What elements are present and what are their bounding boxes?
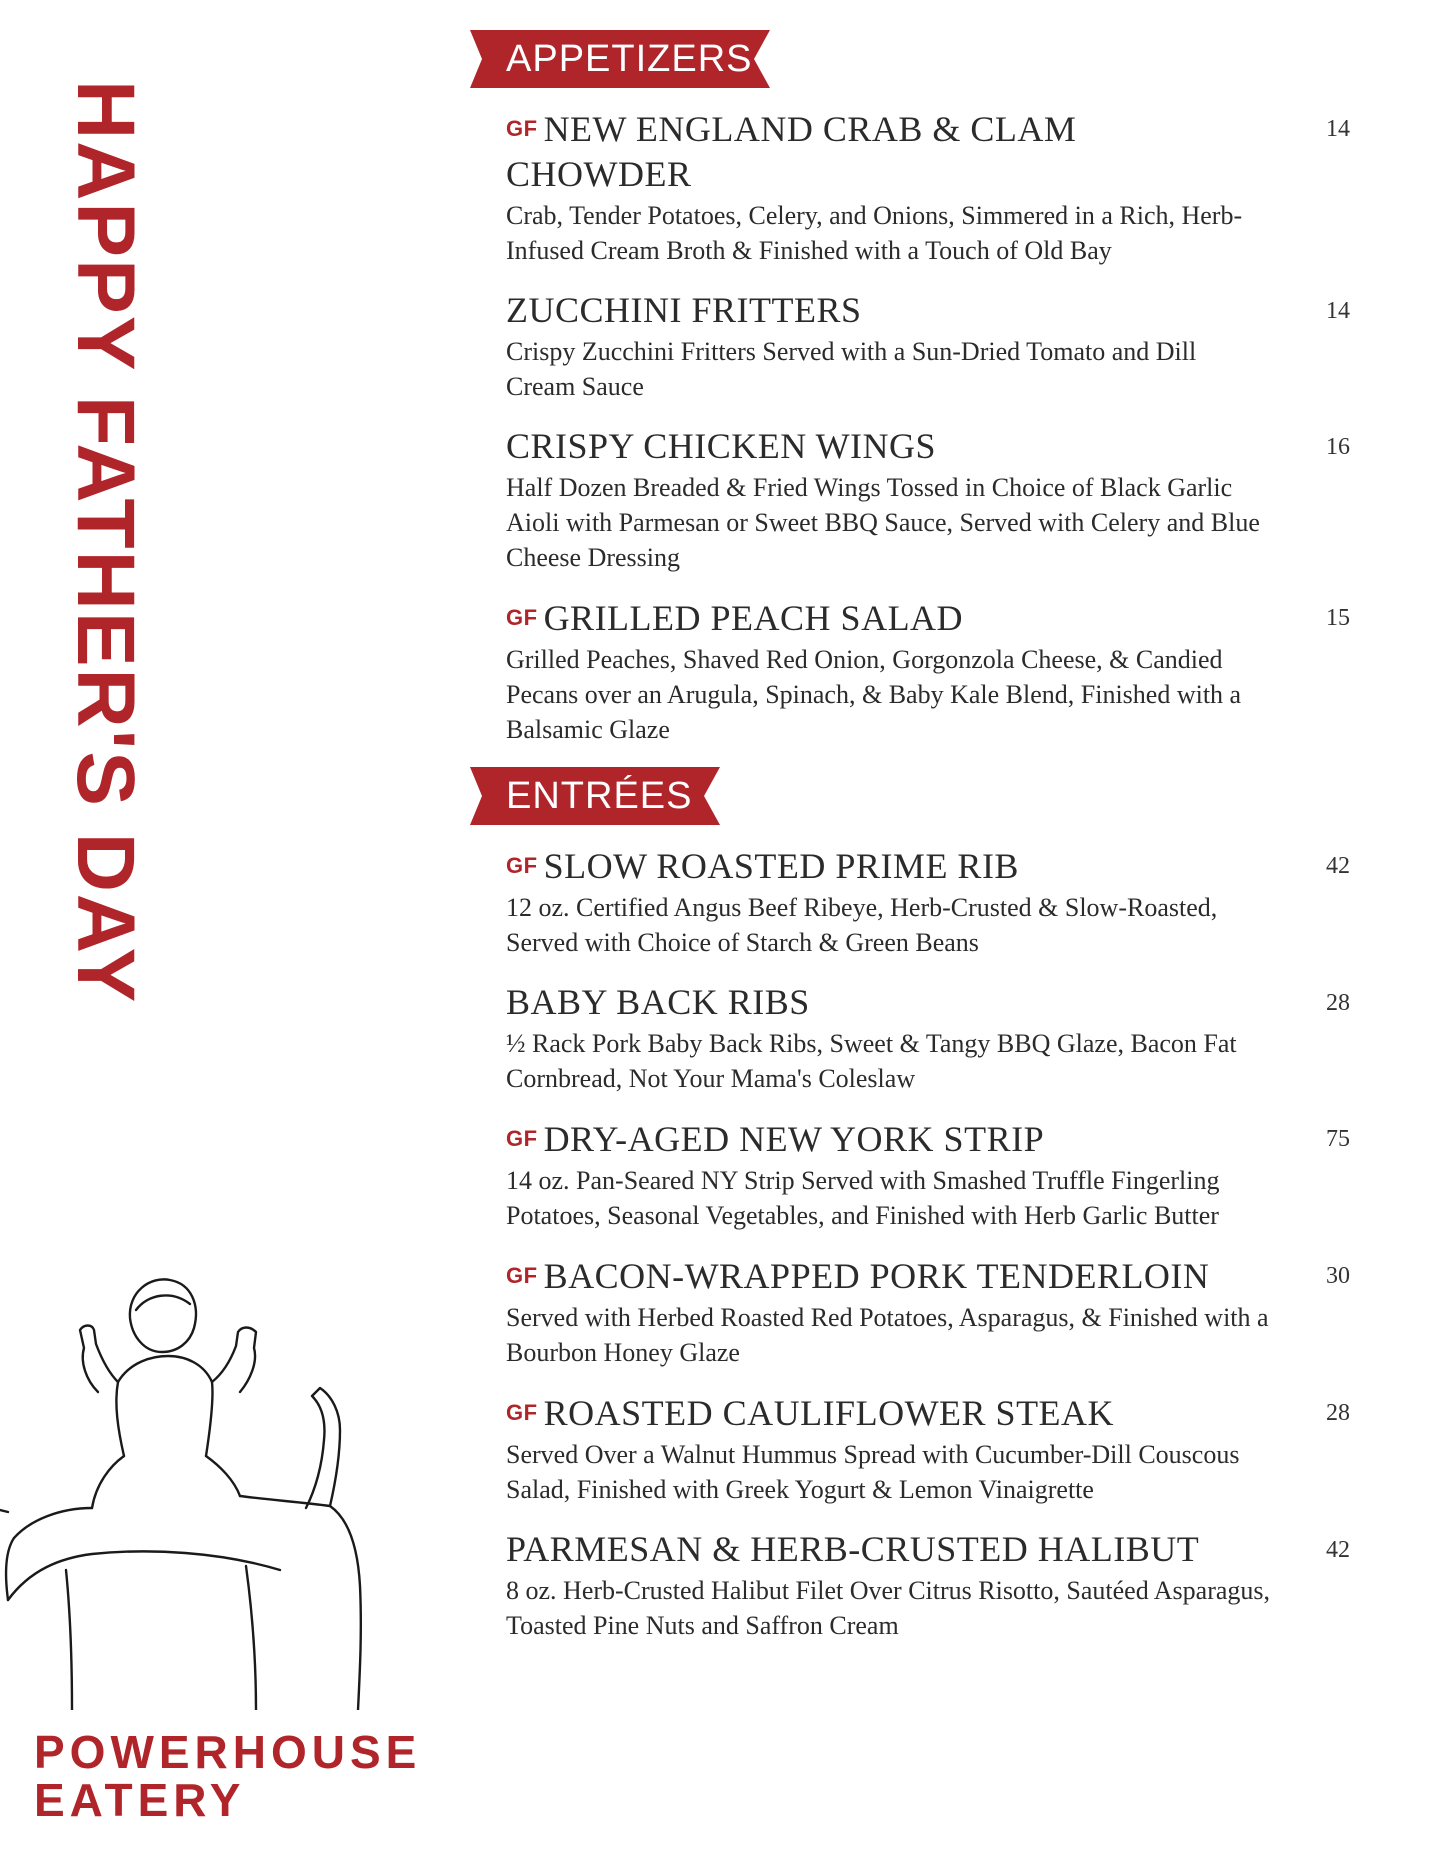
menu-content [470,30,1350,1663]
item-name [506,1116,1270,1162]
menu-item [506,106,1350,268]
item-price: 14 [1326,116,1350,142]
item-name [506,595,1270,641]
gf-badge: GF [506,1263,538,1288]
item-name-text: ZUCCHINI FRITTERS [506,290,862,330]
item-name-text: PARMESAN & HERB-CRUSTED HALIBUT [506,1529,1200,1569]
item-name [506,1390,1270,1436]
gf-badge: GF [506,853,538,878]
item-description: Grilled Peaches, Shaved Red Onion, Gorgonzola Cheese, & Candied Pecans over an Arugula, Spinach, & Baby Kale Blend, Finished with a Balsamic Glaze [506,645,1242,744]
item-description: 14 oz. Pan-Seared NY Strip Served with Smashed Truffle Fingerling Potatoes, Seasonal Vegetables, and Finished with Herb Garlic Butter [506,1166,1220,1230]
item-name [506,424,1270,469]
side-title-text: HAPPY FATHER'S DAY [60,80,151,1005]
item-description: Crispy Zucchini Fritters Served with a Sun-Dried Tomato and Dill Cream Sauce [506,337,1197,401]
item-name [506,1253,1270,1299]
item-price: 28 [1326,1400,1350,1426]
item-price: 28 [1326,990,1350,1016]
item-name-text: BACON-WRAPPED PORK TENDERLOIN [543,1256,1210,1296]
appetizers-title: APPETIZERS [506,38,753,80]
menu-item [506,1253,1350,1370]
menu-item [506,595,1350,747]
gf-badge: GF [506,116,538,141]
item-description: ½ Rack Pork Baby Back Ribs, Sweet & Tangy BBQ Glaze, Bacon Fat Cornbread, Not Your Mama's Coleslaw [506,1029,1237,1093]
item-price: 16 [1326,434,1350,460]
item-name [506,980,1270,1025]
menu-item [506,1116,1350,1233]
item-description: Served Over a Walnut Hummus Spread with Cucumber-Dill Couscous Salad, Finished with Greek Yogurt & Lemon Vinaigrette [506,1440,1240,1504]
item-name-text: BABY BACK RIBS [506,982,810,1022]
item-description: Served with Herbed Roasted Red Potatoes, Asparagus, & Finished with a Bourbon Honey Glaze [506,1303,1269,1367]
item-name-text: GRILLED PEACH SALAD [543,598,964,638]
entrees-title: ENTRÉES [506,775,693,817]
item-name [506,106,1270,197]
item-name-text: CRISPY CHICKEN WINGS [506,426,937,466]
entrees-banner [470,767,1350,825]
item-description: 8 oz. Herb-Crusted Halibut Filet Over Citrus Risotto, Sautéed Asparagus, Toasted Pine Nuts and Saffron Cream [506,1576,1271,1640]
menu-item [506,288,1350,404]
menu-item [506,1390,1350,1507]
item-name [506,843,1270,889]
item-name-text: DRY-AGED NEW YORK STRIP [543,1119,1045,1159]
item-description: Half Dozen Breaded & Fried Wings Tossed in Choice of Black Garlic Aioli with Parmesan or Sweet BBQ Sauce, Served with Celery and Blue Cheese Dressing [506,473,1260,572]
item-description: Crab, Tender Potatoes, Celery, and Onions, Simmered in a Rich, Herb-Infused Cream Broth & Finished with a Touch of Old Bay [506,201,1243,265]
item-name-text: ROASTED CAULIFLOWER STEAK [543,1393,1115,1433]
item-price: 42 [1326,1537,1350,1563]
brand-logo [34,1728,421,1824]
item-price: 15 [1326,605,1350,631]
item-name [506,1527,1270,1572]
menu-item [506,424,1350,575]
item-price: 14 [1326,298,1350,324]
appetizers-banner [470,30,1350,88]
menu-item [506,980,1350,1096]
item-name [506,288,1270,333]
item-price: 30 [1326,1263,1350,1289]
gf-badge: GF [506,605,538,630]
item-name-text: NEW ENGLAND CRAB & CLAM CHOWDER [506,109,1077,194]
father-child-line-art-illustration [0,1270,440,1710]
brand-line-2: EATERY [34,1774,246,1826]
menu-item [506,843,1350,960]
gf-badge: GF [506,1126,538,1151]
item-description: 12 oz. Certified Angus Beef Ribeye, Herb-Crusted & Slow-Roasted, Served with Choice of Starch & Green Beans [506,893,1218,957]
gf-badge: GF [506,1400,538,1425]
brand-line-1: POWERHOUSE [34,1726,422,1778]
item-price: 42 [1326,853,1350,879]
side-title [55,80,155,1120]
item-name-text: SLOW ROASTED PRIME RIB [543,846,1019,886]
item-price: 75 [1326,1126,1350,1152]
menu-item [506,1527,1350,1643]
